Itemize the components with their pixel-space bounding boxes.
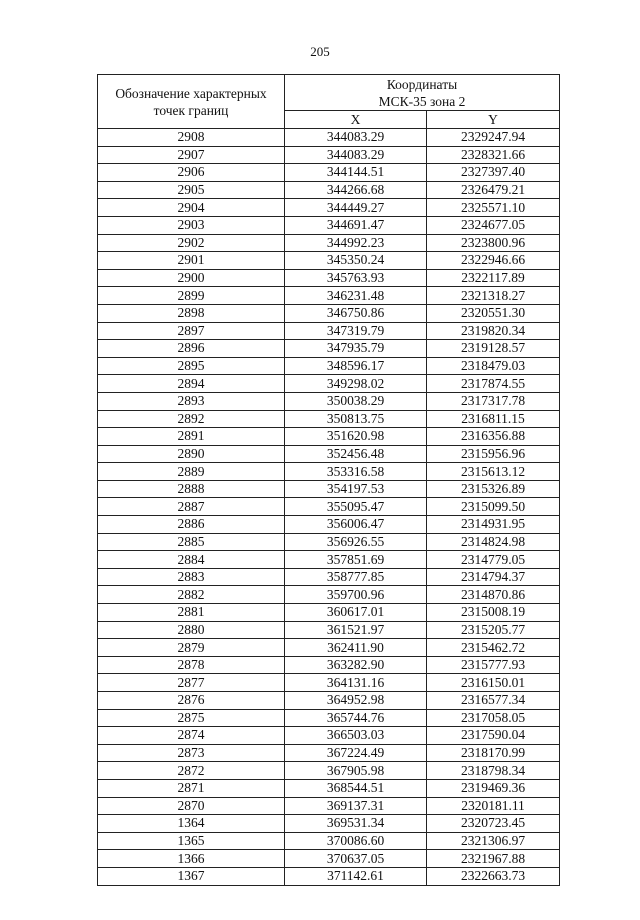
x-coordinate-cell: 356926.55 <box>285 533 427 551</box>
x-coordinate-cell: 344266.68 <box>285 181 427 199</box>
y-coordinate-cell: 2315008.19 <box>427 604 560 622</box>
x-coordinate-cell: 347935.79 <box>285 340 427 358</box>
point-id-cell: 2884 <box>98 551 285 569</box>
y-coordinate-cell: 2315777.93 <box>427 656 560 674</box>
x-coordinate-cell: 367905.98 <box>285 762 427 780</box>
point-id-cell: 2891 <box>98 428 285 446</box>
x-coordinate-cell: 368544.51 <box>285 779 427 797</box>
x-coordinate-cell: 347319.79 <box>285 322 427 340</box>
table-row <box>98 357 560 375</box>
table-row <box>98 551 560 569</box>
table-row <box>98 744 560 762</box>
point-id-cell: 2871 <box>98 779 285 797</box>
x-coordinate-cell: 344691.47 <box>285 216 427 234</box>
point-id-cell: 2892 <box>98 410 285 428</box>
y-coordinate-cell: 2315956.96 <box>427 445 560 463</box>
table-row <box>98 727 560 745</box>
point-id-cell: 2875 <box>98 709 285 727</box>
table-row <box>98 639 560 657</box>
point-id-cell: 2873 <box>98 744 285 762</box>
table-row <box>98 832 560 850</box>
point-id-cell: 1366 <box>98 850 285 868</box>
point-id-cell: 1367 <box>98 867 285 885</box>
y-coordinate-cell: 2321318.27 <box>427 287 560 305</box>
y-coordinate-cell: 2321306.97 <box>427 832 560 850</box>
x-coordinate-cell: 344083.29 <box>285 129 427 147</box>
y-coordinate-cell: 2322663.73 <box>427 867 560 885</box>
table-row <box>98 674 560 692</box>
x-coordinate-cell: 350813.75 <box>285 410 427 428</box>
table-row <box>98 498 560 516</box>
x-coordinate-cell: 362411.90 <box>285 639 427 657</box>
point-id-cell: 1364 <box>98 815 285 833</box>
point-id-cell: 2899 <box>98 287 285 305</box>
point-id-cell: 2890 <box>98 445 285 463</box>
table-row <box>98 568 560 586</box>
y-coordinate-cell: 2314931.95 <box>427 516 560 534</box>
x-coordinate-cell: 354197.53 <box>285 480 427 498</box>
point-id-cell: 2878 <box>98 656 285 674</box>
table-row <box>98 181 560 199</box>
x-coordinate-cell: 346750.86 <box>285 304 427 322</box>
x-coordinate-cell: 360617.01 <box>285 604 427 622</box>
x-coordinate-cell: 364131.16 <box>285 674 427 692</box>
point-id-cell: 2883 <box>98 568 285 586</box>
y-coordinate-cell: 2325571.10 <box>427 199 560 217</box>
x-coordinate-cell: 350038.29 <box>285 392 427 410</box>
x-coordinate-cell: 344992.23 <box>285 234 427 252</box>
point-id-cell: 2882 <box>98 586 285 604</box>
table-row <box>98 463 560 481</box>
table-row <box>98 586 560 604</box>
y-coordinate-cell: 2319469.36 <box>427 779 560 797</box>
table-row <box>98 269 560 287</box>
point-id-cell: 2900 <box>98 269 285 287</box>
page-number: 205 <box>310 44 330 59</box>
point-id-cell: 2901 <box>98 252 285 270</box>
point-id-cell: 2908 <box>98 129 285 147</box>
table-body <box>98 129 560 886</box>
y-coordinate-cell: 2315099.50 <box>427 498 560 516</box>
point-id-cell: 2904 <box>98 199 285 217</box>
point-id-cell: 2905 <box>98 181 285 199</box>
table-row <box>98 304 560 322</box>
y-coordinate-cell: 2316356.88 <box>427 428 560 446</box>
table-row <box>98 797 560 815</box>
y-coordinate-cell: 2318170.99 <box>427 744 560 762</box>
table-row <box>98 216 560 234</box>
table-row <box>98 516 560 534</box>
x-coordinate-cell: 367224.49 <box>285 744 427 762</box>
x-coordinate-cell: 351620.98 <box>285 428 427 446</box>
header-coordinate-system: МСК-35 зона 2 <box>378 93 466 109</box>
table-row <box>98 146 560 164</box>
table-row <box>98 815 560 833</box>
y-coordinate-cell: 2328321.66 <box>427 146 560 164</box>
x-coordinate-cell: 344083.29 <box>285 146 427 164</box>
table-row <box>98 410 560 428</box>
table-row <box>98 604 560 622</box>
x-coordinate-cell: 344144.51 <box>285 164 427 182</box>
point-id-cell: 2876 <box>98 692 285 710</box>
point-id-cell: 2881 <box>98 604 285 622</box>
x-coordinate-cell: 346231.48 <box>285 287 427 305</box>
table-row <box>98 850 560 868</box>
table-row <box>98 867 560 885</box>
point-id-cell: 2893 <box>98 392 285 410</box>
y-coordinate-cell: 2318798.34 <box>427 762 560 780</box>
point-id-cell: 2889 <box>98 463 285 481</box>
point-id-cell: 2903 <box>98 216 285 234</box>
y-coordinate-cell: 2320723.45 <box>427 815 560 833</box>
x-coordinate-cell: 363282.90 <box>285 656 427 674</box>
y-coordinate-cell: 2315613.12 <box>427 463 560 481</box>
point-id-cell: 2880 <box>98 621 285 639</box>
table-row <box>98 480 560 498</box>
table-row <box>98 709 560 727</box>
y-coordinate-cell: 2318479.03 <box>427 357 560 375</box>
point-id-cell: 2898 <box>98 304 285 322</box>
y-coordinate-cell: 2314779.05 <box>427 551 560 569</box>
table-row <box>98 656 560 674</box>
y-coordinate-cell: 2317874.55 <box>427 375 560 393</box>
coordinates-table <box>97 74 560 886</box>
y-coordinate-cell: 2315326.89 <box>427 480 560 498</box>
y-coordinate-cell: 2326479.21 <box>427 181 560 199</box>
point-id-cell: 2886 <box>98 516 285 534</box>
y-coordinate-cell: 2321967.88 <box>427 850 560 868</box>
x-coordinate-cell: 344449.27 <box>285 199 427 217</box>
y-coordinate-cell: 2327397.40 <box>427 164 560 182</box>
point-id-cell: 2885 <box>98 533 285 551</box>
table-row <box>98 129 560 147</box>
table-header <box>98 75 560 129</box>
header-point-designation: Обозначение характерных точек границ <box>98 75 285 129</box>
header-y: Y <box>427 111 560 129</box>
point-id-cell: 2895 <box>98 357 285 375</box>
point-id-cell: 2896 <box>98 340 285 358</box>
table-row <box>98 428 560 446</box>
x-coordinate-cell: 370637.05 <box>285 850 427 868</box>
x-coordinate-cell: 355095.47 <box>285 498 427 516</box>
point-id-cell: 2877 <box>98 674 285 692</box>
point-id-cell: 2888 <box>98 480 285 498</box>
table-row <box>98 375 560 393</box>
x-coordinate-cell: 371142.61 <box>285 867 427 885</box>
y-coordinate-cell: 2314870.86 <box>427 586 560 604</box>
y-coordinate-cell: 2315205.77 <box>427 621 560 639</box>
point-id-cell: 2874 <box>98 727 285 745</box>
x-coordinate-cell: 349298.02 <box>285 375 427 393</box>
x-coordinate-cell: 366503.03 <box>285 727 427 745</box>
table-row <box>98 164 560 182</box>
y-coordinate-cell: 2320551.30 <box>427 304 560 322</box>
y-coordinate-cell: 2316577.34 <box>427 692 560 710</box>
y-coordinate-cell: 2322946.66 <box>427 252 560 270</box>
x-coordinate-cell: 356006.47 <box>285 516 427 534</box>
table-row <box>98 199 560 217</box>
table-row <box>98 621 560 639</box>
point-id-cell: 2887 <box>98 498 285 516</box>
x-coordinate-cell: 352456.48 <box>285 445 427 463</box>
x-coordinate-cell: 358777.85 <box>285 568 427 586</box>
y-coordinate-cell: 2323800.96 <box>427 234 560 252</box>
table-row <box>98 762 560 780</box>
point-id-cell: 2894 <box>98 375 285 393</box>
x-coordinate-cell: 357851.69 <box>285 551 427 569</box>
point-id-cell: 2872 <box>98 762 285 780</box>
y-coordinate-cell: 2315462.72 <box>427 639 560 657</box>
y-coordinate-cell: 2317590.04 <box>427 727 560 745</box>
point-id-cell: 2870 <box>98 797 285 815</box>
table-row <box>98 252 560 270</box>
header-coordinates-title: Координаты <box>386 76 458 92</box>
y-coordinate-cell: 2314824.98 <box>427 533 560 551</box>
table-row <box>98 392 560 410</box>
table-row <box>98 234 560 252</box>
header-coordinates <box>285 75 560 111</box>
y-coordinate-cell: 2319128.57 <box>427 340 560 358</box>
table-row <box>98 533 560 551</box>
x-coordinate-cell: 353316.58 <box>285 463 427 481</box>
y-coordinate-cell: 2319820.34 <box>427 322 560 340</box>
x-coordinate-cell: 369531.34 <box>285 815 427 833</box>
y-coordinate-cell: 2316811.15 <box>427 410 560 428</box>
y-coordinate-cell: 2314794.37 <box>427 568 560 586</box>
x-coordinate-cell: 348596.17 <box>285 357 427 375</box>
x-coordinate-cell: 369137.31 <box>285 797 427 815</box>
table-row <box>98 692 560 710</box>
table-row <box>98 322 560 340</box>
table-row <box>98 779 560 797</box>
x-coordinate-cell: 370086.60 <box>285 832 427 850</box>
y-coordinate-cell: 2324677.05 <box>427 216 560 234</box>
y-coordinate-cell: 2329247.94 <box>427 129 560 147</box>
point-id-cell: 2879 <box>98 639 285 657</box>
table-row <box>98 287 560 305</box>
point-id-cell: 2906 <box>98 164 285 182</box>
y-coordinate-cell: 2322117.89 <box>427 269 560 287</box>
x-coordinate-cell: 345350.24 <box>285 252 427 270</box>
x-coordinate-cell: 361521.97 <box>285 621 427 639</box>
header-x: X <box>285 111 427 129</box>
x-coordinate-cell: 359700.96 <box>285 586 427 604</box>
x-coordinate-cell: 365744.76 <box>285 709 427 727</box>
point-id-cell: 2902 <box>98 234 285 252</box>
y-coordinate-cell: 2317317.78 <box>427 392 560 410</box>
point-id-cell: 2897 <box>98 322 285 340</box>
y-coordinate-cell: 2316150.01 <box>427 674 560 692</box>
point-id-cell: 2907 <box>98 146 285 164</box>
y-coordinate-cell: 2320181.11 <box>427 797 560 815</box>
point-id-cell: 1365 <box>98 832 285 850</box>
table-row <box>98 445 560 463</box>
x-coordinate-cell: 345763.93 <box>285 269 427 287</box>
x-coordinate-cell: 364952.98 <box>285 692 427 710</box>
table-row <box>98 340 560 358</box>
y-coordinate-cell: 2317058.05 <box>427 709 560 727</box>
